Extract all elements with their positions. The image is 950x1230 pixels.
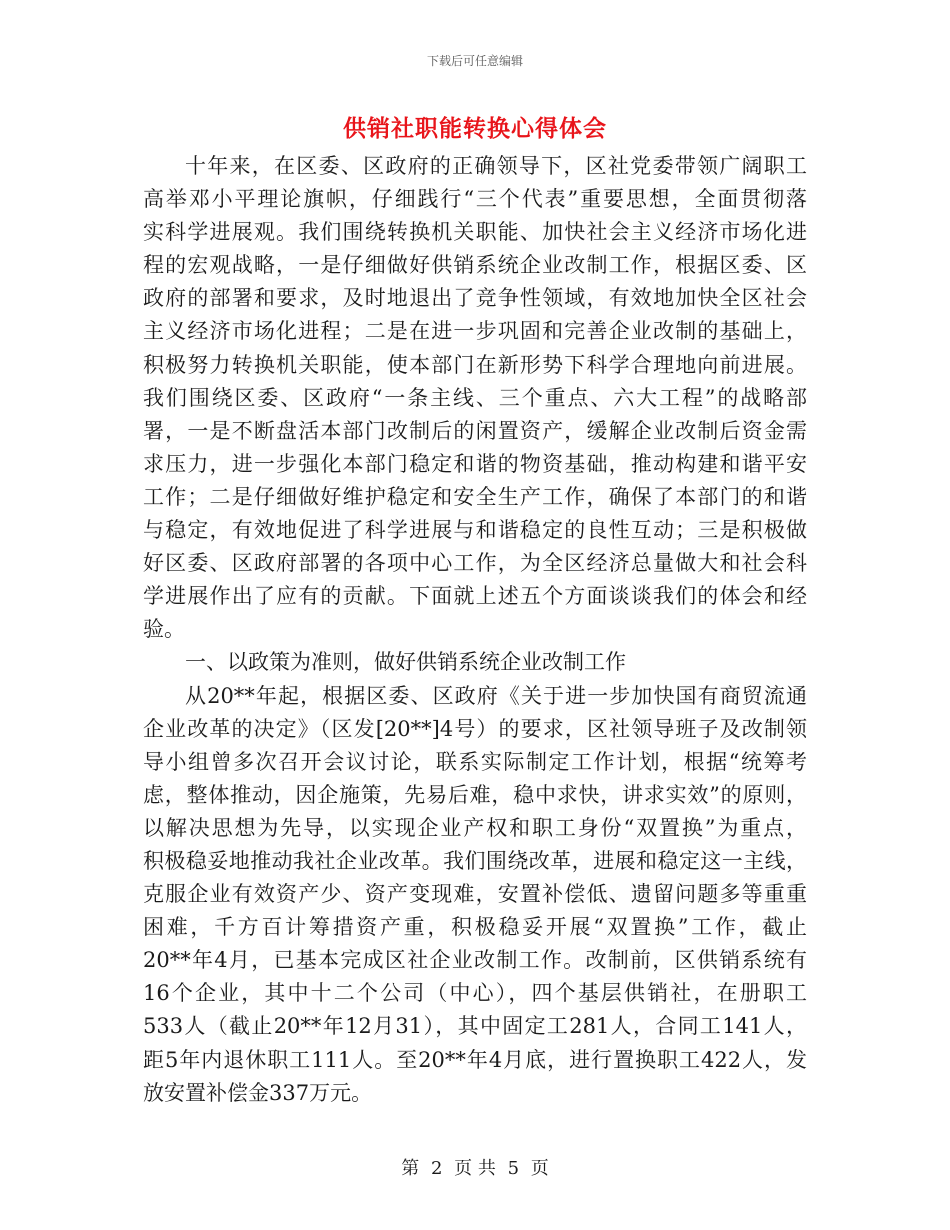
text-line: 困难，千方百计筹措资产重，积极稳妥开展“双置换”工作，截止 [143,915,807,940]
text-line: 高举邓小平理论旗帜，仔细践行“三个代表”重要思想，全面贯彻落 [143,187,807,212]
text-line: 以解决思想为先导，以实现企业产权和职工身份“双置换”为重点， [143,815,807,840]
footer-prefix: 第 [401,1158,420,1179]
text-line: 与稳定，有效地促进了科学进展与和谐稳定的良性互动；三是积极做 [143,518,807,543]
text-line: 虑，整体推动，因企施策，先易后难，稳中求快，讲求实效”的原则， [143,782,807,807]
text-line: 一、以政策为准则，做好供销系统企业改制工作 [185,650,626,675]
text-line: 署，一是不断盘活本部门改制后的闲置资产，缓解企业改制后资金需 [143,418,807,443]
text-line: 克服企业有效资产少、资产变现难，安置补偿低、遗留问题多等重重 [143,882,807,907]
page-header: 下载后可任意编辑 [426,54,523,68]
text-line: 实科学进展观。我们围绕转换机关职能、加快社会主义经济市场化进 [143,220,807,245]
footer-suffix: 页 [530,1158,549,1179]
footer-middle: 页 共 [454,1158,496,1179]
text-line: 学进展作出了应有的贡献。下面就上述五个方面谈谈我们的体会和经 [143,584,807,609]
text-line: 求压力，进一步强化本部门稳定和谐的物资基础，推动构建和谐平安 [143,451,807,476]
text-line: 积极努力转换机关职能，使本部门在新形势下科学合理地向前进展。 [143,352,807,377]
text-line: 533人（截止20**年12月31），其中固定工281人，合同工141人， [143,1014,807,1039]
text-line: 导小组曾多次召开会议讨论，联系实际制定工作计划，根据“统筹考 [143,749,807,774]
text-line: 验。 [143,617,185,642]
text-line: 16个企业，其中十二个公司（中心），四个基层供销社，在册职工 [143,981,807,1006]
document-title: 供销社职能转换心得体会 [343,116,607,142]
text-line: 好区委、区政府部署的各项中心工作，为全区经济总量做大和社会科 [143,551,807,576]
text-line: 放安置补偿金337万元。 [143,1080,373,1105]
text-line: 政府的部署和要求，及时地退出了竞争性领域，有效地加快全区社会 [143,286,807,311]
page-footer [0,1154,950,1180]
text-line: 我们围绕区委、区政府“一条主线、三个重点、六大工程”的战略部 [143,385,807,410]
footer-total-pages: 5 [507,1158,520,1179]
text-line: 十年来，在区委、区政府的正确领导下，区社党委带领广阔职工 [185,154,807,178]
text-line: 从20**年起，根据区委、区政府《关于进一步加快国有商贸流通 [185,683,807,708]
text-line: 程的宏观战略，一是仔细做好供销系统企业改制工作，根据区委、区 [143,253,807,278]
document-body [143,150,807,1110]
text-line: 距5年内退休职工111人。至20**年4月底，进行置换职工422人，发 [143,1047,807,1072]
text-line: 企业改革的决定》（区发[20**]4号）的要求，区社领导班子及改制领 [143,716,807,741]
footer-current-page: 2 [430,1158,443,1179]
text-line: 工作；二是仔细做好维护稳定和安全生产工作，确保了本部门的和谐 [143,484,807,509]
text-line: 积极稳妥地推动我社企业改革。我们围绕改革，进展和稳定这一主线， [143,848,807,873]
text-line: 20**年4月，已基本完成区社企业改制工作。改制前，区供销系统有 [143,948,807,973]
text-line: 主义经济市场化进程；二是在进一步巩固和完善企业改制的基础上， [143,319,807,344]
